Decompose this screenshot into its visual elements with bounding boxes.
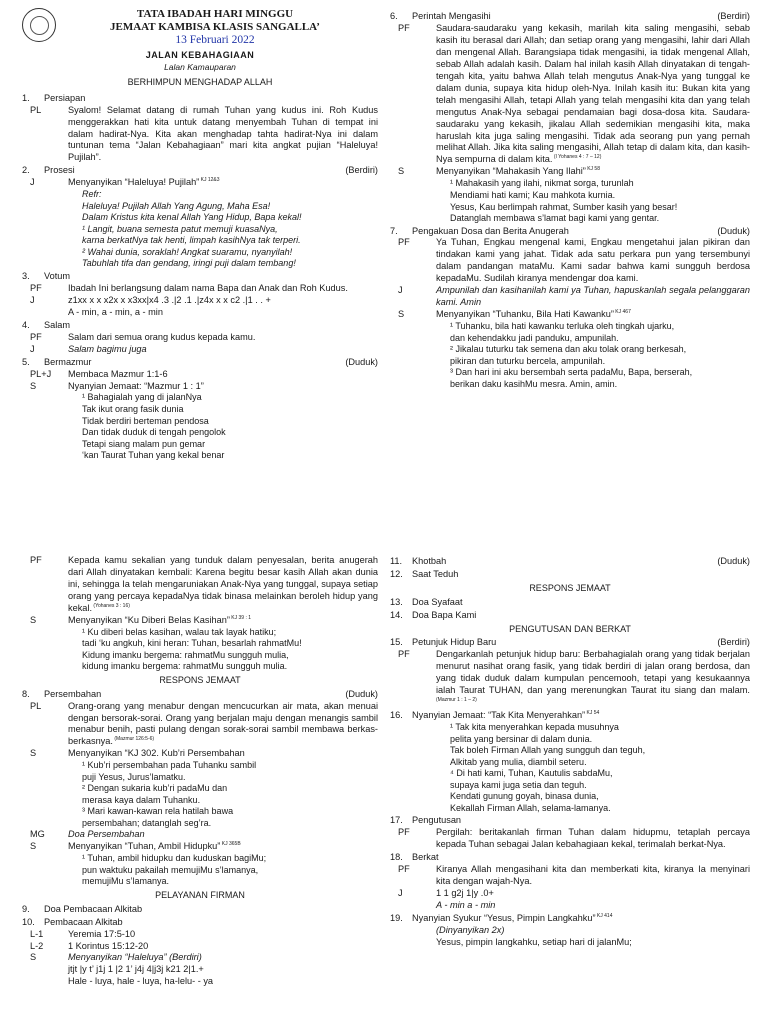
liturgy-text: Saudara-saudaraku yang kekasih, marilah kita saling mengasihi, sebab kasih itu berasal dari Allah; dan setiap orang yang mengasihi, lahir dari Allah dan mengenal Allah. Barangsiapa tidak mengasihi, ia tidak mengenal Allah, sebab Allah adalah kasih. Dalam hal inilah kasih Allah dinyatakan di tengah-tengah kita, yaitu bahwa Allah telah mengutus Anak-Nya yang tunggal ke dalam dunia, supaya kita hidup oleh-Nya. Inilah kasih itu: Bukan kita yang telah mengasihi Allah, tetapi Allah yang telah mengasihi kita dan yang telah mengutus Anak-Nya sebagai pendamaian bagi dosa-dosa kita. Saudara-saudaraku yang kekasih, jikalau Allah sedemikian mengasihi kita, maka haruslah kita juga saling mengasihi. Tidak ada seorang pun yang pernah melihat Allah. Jika kita saling mengasihi, Allah tetap di dalam kita, dan kasih-Nya sempurna di dalam kita. $^{(I Yohanes 4 : 7 - 12)}$ — [436, 22, 750, 165]
left-column-bottom — [22, 555, 378, 988]
liturgy-row — [390, 285, 750, 309]
section-item — [390, 610, 750, 622]
section-label: Prosesi — [44, 165, 75, 176]
lyric-line: supaya kami juga setia dan teguh. — [450, 779, 587, 790]
section-label: Khotbah — [412, 556, 447, 566]
lyric-line: Datanglah membawa s’lamat bagi kami yang gentar. — [450, 213, 660, 224]
theme-title: JALAN KEBAHAGIAAN — [145, 50, 255, 61]
liturgy-row — [22, 283, 378, 295]
role-label — [22, 976, 68, 988]
liturgy-text: Syalom! Selamat datang di rumah Tuhan yang kudus ini. Roh Kudus menggerakkan hati kita untuk datang menyembah Tuhan di tempat ini dalam hadirat-Nya. Kita akan menghadap tahta hadirat-Nya ini dalam tuntunan tema “Jalan Kebahagiaan” mari kita angkat pujian “Haleluya! Pujilah”. — [68, 104, 378, 163]
liturgy-text: Menyanyikan “Mahakasih Yang Ilahi” $^{KJ 58}$ — [436, 166, 600, 177]
liturgy-text: Menyanyikan “Haleluya” (Berdiri) — [68, 952, 202, 963]
section-label: Salam — [44, 319, 71, 330]
lyric-line: ¹ Tuhan, ambil hidupku dan kuduskan bagiMu; — [82, 853, 267, 864]
posture-note: (Duduk) — [717, 556, 750, 566]
left-top-items — [22, 93, 378, 462]
lyric-line: ¹ Kub’ri persembahan pada Tuhanku sambil — [82, 760, 257, 771]
liturgy-text: A - min a - min — [436, 899, 496, 910]
liturgy-text: jtjt |y t’ j1j 1 |2 1’ j4j 4|j3j k21 2|1.+ — [68, 964, 204, 975]
liturgy-text: A - min, a - min, a - min — [68, 306, 163, 317]
role-label: J — [30, 177, 35, 188]
lyric-line: ⁴ Di hati kami, Tuhan, Kautulis sabdaMu, — [450, 768, 613, 779]
song-reference: KJ 54 — [585, 709, 600, 716]
role-label: PF — [398, 22, 410, 33]
liturgy-row — [22, 964, 378, 976]
liturgy-row — [22, 307, 378, 319]
role-label: PL — [30, 700, 42, 711]
lyric-line: ² Dengan sukaria kub’ri padaMu dan — [82, 783, 228, 794]
section-number: 4. — [22, 319, 30, 330]
lyric-line: Mendiami hati kami; Kau mahkota kurnia. — [450, 189, 616, 200]
verse-reference: (Mazmur 1 : 1 – 2) — [436, 696, 477, 703]
verse-reference: (Mazmur 126:5-6) — [112, 736, 155, 743]
section-label: Pengakuan Dosa dan Berita Anugerah — [412, 225, 569, 236]
section-item — [22, 917, 378, 929]
lyric-line: Refr: — [82, 189, 102, 200]
lyric-line: Tabuhlah tifa dan gendang, iringi puji dalam tembang! — [82, 258, 296, 269]
liturgy-row — [390, 900, 750, 912]
section-number: 9. — [22, 903, 30, 914]
liturgy-row — [22, 976, 378, 988]
section-label: Pengutusan — [412, 815, 462, 826]
liturgy-text: Menyanyikan “Ku Diberi Belas Kasihan” $^{KJ 39 : 1}$ — [68, 614, 252, 625]
liturgy-text: 1 1 g2j 1|y .0+ — [436, 887, 494, 898]
liturgy-row — [22, 929, 378, 941]
section-item — [390, 569, 750, 581]
song-lyrics — [390, 178, 750, 224]
section-number: 11. — [390, 556, 403, 566]
liturgy-text: Kiranya Allah mengasihani kita dan memberkati kita, kiranya Ia menyinari kita dengan wajah-Nya. — [436, 863, 750, 886]
liturgy-text: (Dinyanyikan 2x) — [436, 924, 505, 935]
right-column-top — [390, 10, 750, 390]
role-label: S — [398, 309, 405, 320]
section-number: 1. — [22, 92, 30, 103]
lyric-line: ¹ Mahakasih yang ilahi, nikmat sorga, turunlah — [450, 178, 634, 189]
liturgy-text: Doa Persembahan — [68, 829, 145, 840]
section-heading: PELAYANAN FIRMAN — [155, 889, 245, 900]
section-label: Bermazmur — [44, 356, 92, 367]
section-item — [22, 357, 378, 369]
lyric-line: ¹ Langit, buana semesta patut memuji kuasaNya, — [82, 223, 278, 234]
liturgy-text: Dengarkanlah petunjuk hidup baru: Berbahagialah orang yang tidak berjalan menurut nasihat orang fasik, yang tidak berdiri di jalan orang berdosa, dan yang tidak duduk dalam kumpulan pencemooh, tetapi yang kesukaannya ialah Taurat TUHAN, dan yang merenungkan Taurat itu siang dan malam. $^{(Mazmur 1 : 1 - 2)}$ — [436, 649, 750, 703]
section-item — [390, 597, 750, 609]
liturgy-row — [22, 841, 378, 853]
section-number: 2. — [22, 165, 30, 176]
role-label — [390, 925, 436, 937]
liturgy-text: Ya Tuhan, Engkau mengenal kami, Engkau mengetahui jalan pikiran dan tindakan kami yang jahat. Tidak ada satu perkara pun yang tersembunyi dalam pandangan mataMu. Kami sadar bahwa kami sungguh berdosa kepadaMu. Sudilah kiranya mendengar doa kami. — [436, 237, 750, 284]
liturgy-row — [22, 369, 378, 381]
section-number: 15. — [390, 637, 403, 648]
posture-note: (Duduk) — [345, 688, 378, 699]
section-label: Saat Teduh — [412, 568, 459, 579]
role-label: PF — [398, 827, 410, 838]
role-label: J — [398, 887, 403, 898]
liturgy-row — [390, 309, 750, 321]
lyric-line: Tetapi siang malam pun gemar — [82, 438, 206, 449]
liturgy-text: Menyanyikan “KJ 302. Kub’ri Persembahan — [68, 748, 245, 759]
song-lyrics — [22, 189, 378, 270]
section-item — [390, 556, 750, 568]
liturgy-text: Yeremia 17:5-10 — [68, 928, 136, 939]
lyric-line: Tidak berdiri berteman pendosa — [82, 415, 209, 426]
liturgy-row — [390, 925, 750, 937]
verse-reference: KJ 39 : 1 — [229, 614, 252, 621]
part-heading: BERHIMPUN MENGHADAP ALLAH — [127, 76, 273, 87]
service-date: 13 Februari 2022 — [175, 34, 255, 47]
song-lyrics — [22, 627, 378, 673]
liturgy-row — [22, 177, 378, 189]
verse-reference: KJ 12&3 — [199, 177, 220, 184]
liturgy-text: Nyanyian Jemaat: “Mazmur 1 : 1” — [68, 380, 204, 391]
section-label: Pembacaan Alkitab — [44, 916, 123, 927]
lyric-line: Kendati gunung goyah, binasa dunia, — [450, 791, 599, 802]
section-number: 18. — [390, 851, 403, 862]
section-number: 7. — [390, 225, 398, 236]
liturgy-row — [22, 952, 378, 964]
liturgy-row — [22, 615, 378, 627]
section-label: Votum — [44, 270, 71, 281]
section-label: Berkat — [412, 851, 439, 862]
role-label — [22, 964, 68, 976]
section-label: Petunjuk Hidup Baru — [412, 637, 497, 648]
section-heading: PENGUTUSAN DAN BERKAT — [509, 623, 631, 634]
role-label: PF — [30, 555, 42, 565]
lyric-line: ‘kan Taurat Tuhan yang kekal benar — [82, 450, 225, 461]
lyric-line: Kidung imanku bergema: rahmatMu sungguh mulia, — [82, 649, 289, 660]
section-item — [22, 320, 378, 332]
lyric-line: Alkitab yang mulia, diambil seteru. — [450, 756, 587, 767]
role-label: S — [30, 748, 37, 759]
song-lyrics — [22, 392, 378, 461]
lyric-line: pelita yang bersinar di dalam dunia. — [450, 733, 593, 744]
section-item — [390, 226, 750, 238]
section-item — [390, 815, 750, 827]
liturgy-row — [22, 748, 378, 760]
lyric-line: pikiran dan tuturku bercela, ampunilah. — [450, 355, 606, 366]
section-item — [390, 637, 750, 649]
liturgy-text: Kepada kamu sekalian yang tunduk dalam penyesalan, berita anugerah dari Allah dinyatakan kembali: Karena begitu besar kasih Allah akan dunia ini, sehingga Ia telah mengaruniakan Anak-Nya yang tunggal, supaya setiap orang yang percaya kepadaNya tidak binasa melainkan beroleh hidup yang kekal. $^{(Yohanes 3 : 16)}$ — [68, 555, 378, 613]
section-item — [390, 913, 750, 925]
role-label: S — [398, 166, 405, 177]
liturgy-row — [390, 864, 750, 888]
lyric-line: berikan daku kasihMu mesra. Amin, amin. — [450, 378, 618, 389]
role-label: PF — [30, 282, 42, 293]
liturgy-text: 1 Korintus 15:12-20 — [68, 940, 149, 951]
section-item — [22, 93, 378, 105]
lyric-line: Dalam Kristus kita kenal Allah Yang Hidup, Bapa kekal! — [82, 212, 302, 223]
role-label: S — [30, 380, 37, 391]
section-item — [22, 271, 378, 283]
section-item — [390, 710, 750, 722]
lyric-line: ¹ Ku diberi belas kasihan, walau tak layak hatiku; — [82, 626, 277, 637]
liturgy-text: Menyanyikan “Tuhanku, Bila Hati Kawanku” $^{KJ 467}$ — [436, 309, 631, 320]
section-number: 12. — [390, 568, 403, 579]
liturgy-row — [22, 344, 378, 356]
posture-note: (Duduk) — [717, 225, 750, 236]
posture-note: (Berdiri) — [717, 11, 750, 21]
role-label — [390, 900, 436, 912]
liturgy-row — [22, 701, 378, 749]
left-column-top — [22, 8, 378, 462]
liturgy-text: Menyanyikan “Haleluya! Pujilah” $^{KJ 12\&3}$ — [68, 177, 220, 188]
section-item — [22, 904, 378, 916]
section-item — [390, 852, 750, 864]
posture-note: (Berdiri) — [717, 637, 750, 648]
lyric-line: ¹ Tak kita menyerahkan kepada musuhnya — [450, 721, 619, 732]
lyric-line: Tak boleh Firman Allah yang sungguh dan teguh, — [450, 745, 646, 756]
section-number: 19. — [390, 912, 403, 923]
liturgy-text: Salam bagimu juga — [68, 343, 147, 354]
song-lyrics — [390, 722, 750, 814]
right-bottom-items — [390, 556, 750, 949]
lyric-line: kidung imanku bergema: rahmatMu sungguh mulia. — [82, 661, 288, 672]
right-top-items — [390, 11, 750, 390]
liturgy-row — [22, 829, 378, 841]
liturgy-text: Hale - luya, hale - luya, ha-lelu- - ya — [68, 976, 214, 987]
liturgy-row — [22, 332, 378, 344]
posture-note: (Berdiri) — [345, 165, 378, 176]
section-label: Persiapan — [44, 92, 86, 103]
section-number: 5. — [22, 356, 30, 367]
liturgy-row — [390, 937, 750, 949]
verse-reference: (Yohanes 3 : 16) — [92, 602, 130, 609]
lyric-line: persembahan; datanglah seg’ra. — [82, 817, 212, 828]
role-label: PL — [30, 104, 42, 115]
verse-reference: KJ 365B — [220, 841, 241, 848]
lyric-line: Dan tidak duduk di tengah pengolok — [82, 427, 226, 438]
lyric-line: ¹ Tuhanku, bila hati kawanku terluka oleh tingkah ujarku, — [450, 321, 675, 332]
role-label: S — [30, 614, 37, 625]
lyric-line: tadi ‘ku angkuh, kini heran: Tuhan, besarlah rahmatMu! — [82, 638, 302, 649]
lyric-line: dan kehendakku jadi panduku, ampunilah. — [450, 332, 619, 343]
section-number: 16. — [390, 709, 403, 720]
liturgy-row — [22, 555, 378, 615]
section-number: 6. — [390, 11, 398, 21]
section-number: 3. — [22, 270, 30, 281]
verse-reference: KJ 58 — [585, 166, 600, 173]
liturgy-row — [390, 888, 750, 900]
role-label: PF — [398, 649, 410, 660]
lyric-line: ² Wahai dunia, soraklah! Angkat suaramu, nyanyilah! — [82, 246, 293, 257]
section-number: 14. — [390, 609, 403, 620]
liturgy-text: z1xx x x x2x x x3xx|x4 .3 .|2 .1 .|z4x x x c2 .|1 . . + — [68, 294, 271, 305]
liturgy-row — [22, 941, 378, 953]
theme-song: Lalan Kamauparan — [164, 61, 236, 72]
liturgy-text: Ampunilah dan kasihanilah kami ya Tuhan, hapuskanlah segala pelanggaran kami. Amin — [436, 285, 750, 308]
liturgy-text: Membaca Mazmur 1:1-6 — [68, 368, 168, 379]
right-column-bottom — [390, 555, 750, 949]
lyric-line: karna berkatNya tak henti, limpah kasihNya tak terperi. — [82, 235, 301, 246]
liturgy-text: Pergilah: beritakanlah firman Tuhan dalam hidupmu, tetaplah percaya kepada Tuhan sebagai Jalan kebahagiaan kekal, terimalah berkat-Nya. — [436, 827, 750, 850]
song-lyrics — [22, 853, 378, 888]
role-label — [390, 937, 436, 949]
lyric-line: Haleluya! Pujilah Allah Yang Agung, Maha Esa! — [82, 200, 271, 211]
posture-note: (Duduk) — [345, 356, 378, 367]
section-heading: RESPONS JEMAAT — [529, 582, 611, 593]
lyric-line: memujiMu s’lamanya. — [82, 876, 170, 887]
song-lyrics — [22, 760, 378, 829]
verse-reference: KJ 467 — [613, 309, 631, 316]
liturgy-text: Salam dari semua orang kudus kepada kamu. — [68, 331, 256, 342]
title-line1: TATA IBADAH HARI MINGGU — [136, 8, 294, 20]
role-label: PF — [398, 237, 410, 248]
section-label: Doa Bapa Kami — [412, 609, 477, 620]
liturgy-row — [390, 166, 750, 178]
liturgy-text: Ibadah Ini berlangsung dalam nama Bapa dan Anak dan Roh Kudus. — [68, 282, 348, 293]
role-label: L-2 — [30, 940, 44, 951]
section-label: Persembahan — [44, 688, 102, 699]
lyric-line: merasa kaya dalam Tuhanku. — [82, 794, 201, 805]
role-label: PF — [30, 331, 42, 342]
role-label: PF — [398, 863, 410, 874]
header — [52, 8, 378, 48]
role-label: J — [30, 294, 35, 305]
section-label: Perintah Mengasihi — [412, 11, 491, 21]
liturgy-row — [22, 105, 378, 165]
section-label: Doa Syafaat — [412, 596, 463, 607]
section-label: Nyanyian Syukur “Yesus, Pimpin Langkahku” $^{KJ 414}$ — [412, 912, 613, 923]
liturgy-text: Menyanyikan “Tuhan, Ambil Hidupku” $^{KJ 365B}$ — [68, 841, 241, 852]
church-logo-icon — [22, 8, 56, 42]
role-label: S — [30, 841, 37, 852]
section-heading: RESPONS JEMAAT — [159, 674, 241, 685]
liturgy-row — [390, 23, 750, 167]
section-label: Doa Pembacaan Alkitab — [44, 903, 143, 914]
lyric-line: Kekallah Firman Allah, selama-lamanya. — [450, 802, 611, 813]
verse-reference: (I Yohanes 4 : 7 – 12) — [552, 154, 602, 161]
section-item — [22, 165, 378, 177]
song-reference: KJ 414 — [595, 912, 613, 919]
role-label: J — [30, 343, 35, 354]
lyric-line: Yesus, Kau berlimpah rahmat, Sumber kasih yang besar! — [450, 201, 678, 212]
liturgy-row — [390, 237, 750, 285]
liturgy-row — [22, 381, 378, 393]
role-label: PL+J — [30, 368, 52, 379]
section-item — [390, 11, 750, 23]
lyric-line: ³ Mari kawan-kawan rela hatilah bawa — [82, 806, 234, 817]
role-label: MG — [30, 829, 45, 840]
section-number: 17. — [390, 815, 403, 826]
liturgy-text: Yesus, pimpin langkahku, setiap hari di jalanMu; — [436, 936, 632, 947]
section-label: Nyanyian Jemaat: “Tak Kita Menyerahkan” $^{KJ 54}$ — [412, 709, 600, 721]
section-number: 10. — [22, 916, 35, 927]
liturgy-row — [390, 827, 750, 851]
role-label: J — [398, 285, 403, 296]
role-label: S — [30, 952, 37, 963]
left-bottom-items — [22, 555, 378, 988]
lyric-line: ³ Dan hari ini aku bersembah serta padaMu, Bapa, berserah, — [450, 367, 693, 378]
liturgy-row — [22, 295, 378, 307]
liturgy-text: Orang-orang yang menabur dengan mencucurkan air mata, akan menuai dengan bersorak-sorai. Orang yang berjalan maju dengan menangis sambil menabur benih, pasti pulang dengan sorak-sorai sambil membawa berkas-berkasnya. $^{(Mazmur 126:5-6)}$ — [68, 700, 378, 747]
liturgy-row — [390, 649, 750, 709]
song-lyrics — [390, 321, 750, 390]
role-label: L-1 — [30, 928, 44, 939]
role-label — [22, 307, 68, 319]
lyric-line: Tak ikut orang fasik dunia — [82, 403, 184, 414]
section-item — [22, 689, 378, 701]
section-number: 13. — [390, 596, 403, 607]
lyric-line: ² Jikalau tuturku tak semena dan aku tolak orang berkesah, — [450, 344, 687, 355]
title-line2: JEMAAT KAMBISA KLASIS SANGALLA’ — [110, 20, 320, 33]
section-number: 8. — [22, 688, 30, 699]
lyric-line: pun waktuku pakailah memujiMu s’lamanya, — [82, 864, 259, 875]
lyric-line: puji Yesus, Jurus’lamatku. — [82, 771, 186, 782]
lyric-line: ¹ Bahagialah yang di jalanNya — [82, 392, 202, 403]
